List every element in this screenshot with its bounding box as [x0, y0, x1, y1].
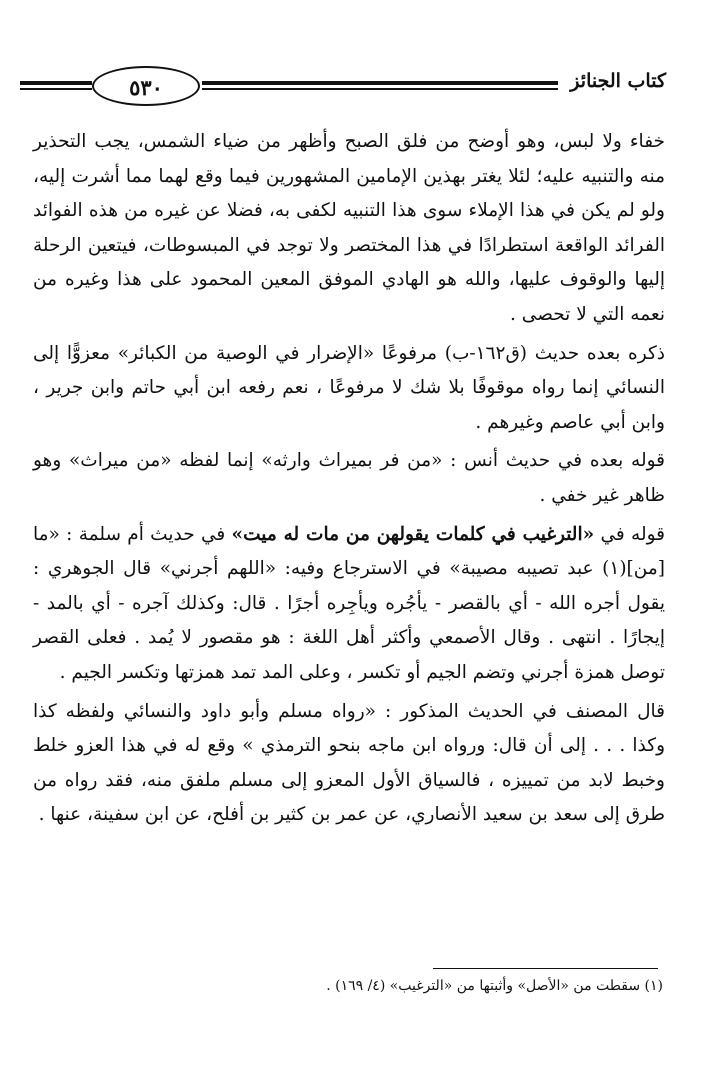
paragraph-text: ذكره بعده حديث (ق١٦٢-ب) مرفوعًا «الإضرار في الوصية من الكبائر» معزوًّا إلى النسائي إنما رواه موقوفًا بلا شك لا مرفوعًا ، نعم رفعه ابن أبي حاتم وابن جرير ، وابن أبي عاصم وغيرهم .	[33, 342, 665, 433]
paragraph-text: خفاء ولا لبس، وهو أوضح من فلق الصبح وأظهر من ضياء الشمس، يجب التحذير منه والتنبيه عليه؛ لئلا يغتر بهذين الإمامين المشهورين فيما وقع لهما مما أشرت إليه، ولو لم يكن في هذا الإملاء سوى هذا التنبيه لكفى به، فضلا عن غيره من هذه الفوائد الفرائد الواقعة استطرادًا في هذا المختصر ولا توجد في المبسوطات، فيتعين الرحلة إليها والوقوف عليها، والله هو الهادي الموفق المعين المحمود على هذا وغيره من نعمه التي لا تحصى .	[33, 131, 665, 325]
paragraph-text: قوله بعده في حديث أنس : «من فر بميراث وارثه» إنما لفظه «من ميراث» وهو ظاهر غير خفي .	[33, 450, 665, 506]
paragraph	[33, 695, 665, 833]
page-header	[20, 62, 670, 118]
chapter-heading-text: «الترغيب في كلمات يقولهن من مات له ميت»	[231, 523, 595, 545]
footnote-divider	[433, 968, 658, 969]
book-title: كتاب الجنائز	[570, 70, 666, 92]
paragraph	[33, 518, 665, 691]
header-rule-right-thin	[202, 88, 558, 90]
paragraph-text: في حديث أم سلمة : «ما [من](١) عبد تصيبه مصيبة» في الاسترجاع وفيه: «اللهم أجرني» قال الجوهري : يقول أجره الله - أي بالقصر - يأجُره ويأجِره أجرًا . قال: وكذلك آجره - أي بالمد - إيجارًا . انتهى . وقال الأصمعي وأكثر أهل اللغة : هو مقصور لا يُمد . فعلى القصر توصل همزة أجرني وتضم الجيم أو تكسر ، وعلى المد تمد همزتها وتكسر الجيم .	[33, 523, 665, 683]
header-rule-right	[202, 81, 558, 85]
header-rule-left	[20, 81, 92, 85]
page-number: ٥٣٠	[92, 66, 200, 106]
header-rule-left-thin	[20, 88, 92, 90]
footnote: (١) سقطت من «الأصل» وأثبتها من «الترغيب» (٤/ ١٦٩) .	[326, 978, 663, 994]
paragraph	[33, 444, 665, 513]
paragraph	[33, 337, 665, 441]
body-text	[33, 125, 665, 833]
paragraph	[33, 125, 665, 333]
paragraph-text: قوله في	[594, 523, 665, 545]
paragraph-text: قال المصنف في الحديث المذكور : «رواه مسلم وأبو داود والنسائي ولفظه كذا وكذا . . . إلى أن قال: ورواه ابن ماجه بنحو الترمذي » وقع له في هذا العزو خلط وخبط لابد من تمييزه ، فالسياق الأول المعزو إلى مسلم ملفق منه، فقد رواه من طرق إلى سعد بن سعيد الأنصاري، عن عمر بن كثير بن أفلح، عن ابن سفينة، عنها .	[33, 700, 665, 826]
